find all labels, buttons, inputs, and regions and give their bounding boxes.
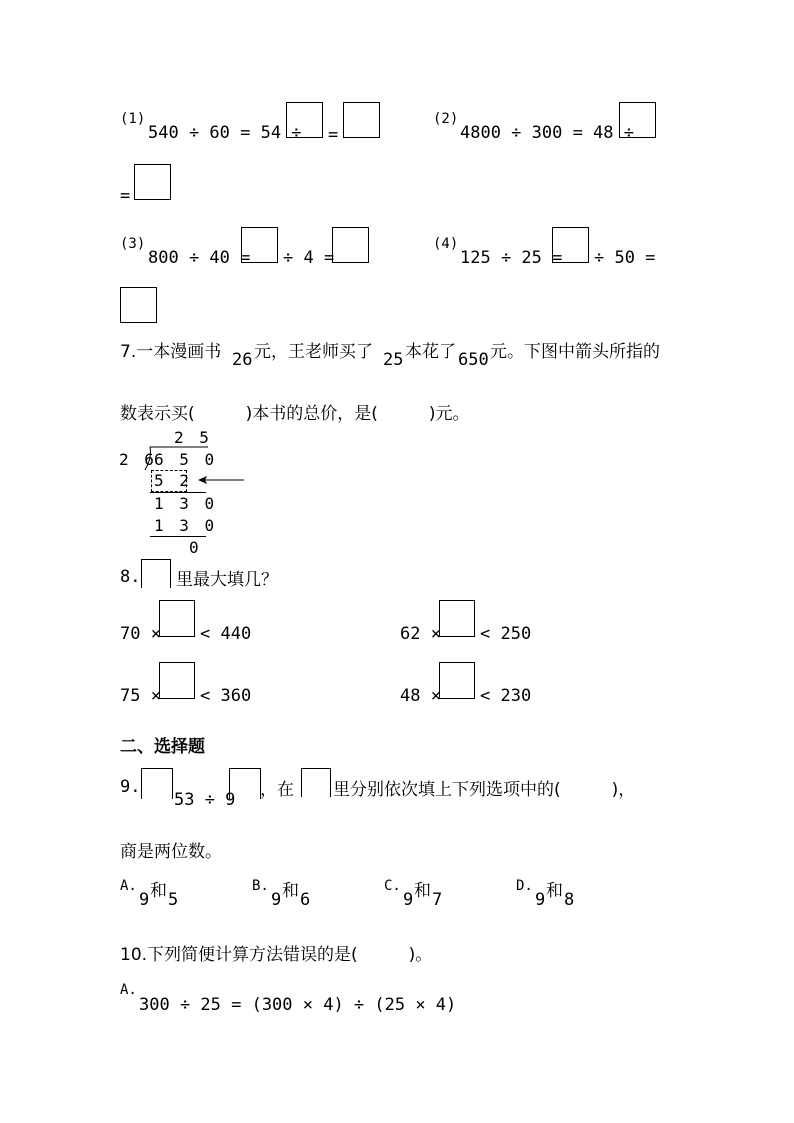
answer-box[interactable] — [229, 768, 261, 799]
q6-p4-mid: ÷ 50 = — [594, 248, 656, 268]
q8-item-left: 70 × — [120, 624, 161, 644]
q7-text-2: 元，王老师买了 — [254, 342, 373, 362]
answer-box-sample — [301, 768, 331, 797]
option-label: D. — [516, 878, 533, 894]
answer-box[interactable] — [159, 600, 195, 637]
division-quotient: 2 5 — [174, 428, 212, 447]
option-value: 8 — [564, 890, 575, 910]
q8-item-left: 48 × — [400, 686, 441, 706]
q9-line-2: 商是两位数。 — [120, 842, 222, 862]
q6-p1-label: (1) — [120, 111, 146, 127]
answer-box[interactable] — [241, 227, 278, 263]
option-value: 9 — [271, 890, 282, 910]
q9-number: 9. — [120, 777, 141, 797]
q7-line-2: 数表示买( )本书的总价，是( )元。 — [120, 404, 470, 424]
q6-p2-label: (2) — [433, 111, 459, 127]
q10-title: 10.下列简便计算方法错误的是( )。 — [120, 945, 433, 965]
q7-num-650: 650 — [458, 350, 489, 370]
division-line — [150, 492, 206, 493]
option-expr: 300 ÷ 25 = (300 × 4) ÷ (25 × 4) — [139, 995, 457, 1015]
q6-p3-expr: 800 ÷ 40 = — [148, 248, 251, 268]
q8-item-left: 62 × — [400, 624, 441, 644]
q7-num-25: 25 — [383, 350, 404, 370]
answer-box[interactable] — [159, 662, 195, 699]
division-step-1: 5 2 — [154, 471, 192, 490]
q7-num-26: 26 — [232, 350, 253, 370]
answer-box[interactable] — [439, 600, 475, 637]
q6-p3-mid: ÷ 4 = — [283, 248, 335, 268]
answer-box[interactable] — [332, 227, 369, 263]
answer-box[interactable] — [343, 102, 380, 138]
option-label: A. — [120, 982, 137, 998]
option-label: A. — [120, 878, 137, 894]
option-text: 和 — [414, 881, 431, 901]
option-value: 5 — [168, 890, 179, 910]
division-line — [150, 536, 206, 537]
division-dividend: 6 5 0 — [154, 450, 218, 469]
q9-expr: 53 ÷ 9 — [174, 790, 236, 810]
division-divisor: 2 6 — [119, 450, 157, 469]
option-value: 7 — [432, 890, 443, 910]
q6-p3-label: (3) — [120, 236, 146, 252]
answer-box-sample — [141, 559, 171, 588]
answer-box[interactable] — [120, 287, 157, 323]
q8-title: 里最大填几？ — [176, 570, 278, 590]
option-text: 和 — [282, 881, 299, 901]
option-value: 9 — [535, 890, 546, 910]
q6-p2-eq: = — [120, 186, 131, 206]
answer-box[interactable] — [286, 102, 323, 138]
q8-item-right: < 250 — [480, 624, 532, 644]
option-label: B. — [252, 878, 269, 894]
division-step-3: 1 3 0 — [154, 516, 218, 535]
q6-p2-expr: 4800 ÷ 300 = 48 ÷ — [460, 123, 634, 143]
option-label: C. — [384, 878, 401, 894]
q9-text-1: ，在 — [260, 780, 294, 800]
q6-p4-label: (4) — [433, 236, 459, 252]
q9-text-2: 里分别依次填上下列选项中的( )， — [333, 780, 636, 800]
option-value: 9 — [139, 890, 150, 910]
q7-text-4: 元。下图中箭头所指的 — [490, 342, 660, 362]
q8-item-right: < 230 — [480, 686, 532, 706]
arrow-left-icon — [198, 473, 246, 487]
division-remainder: 0 — [189, 538, 202, 557]
q7-text-1: 7.一本漫画书 — [120, 342, 222, 362]
answer-box[interactable] — [552, 227, 589, 263]
q8-number: 8. — [120, 567, 141, 587]
answer-box[interactable] — [439, 662, 475, 699]
option-value: 9 — [403, 890, 414, 910]
option-text: 和 — [150, 881, 167, 901]
q8-item-right: < 440 — [200, 624, 252, 644]
division-step-2: 1 3 0 — [154, 494, 218, 513]
answer-box[interactable] — [619, 102, 656, 138]
q6-p4-expr: 125 ÷ 25 = — [460, 248, 563, 268]
q8-item-left: 75 × — [120, 686, 161, 706]
answer-box[interactable] — [141, 768, 173, 799]
q6-p1-expr: 540 ÷ 60 = 54 ÷ — [148, 123, 302, 143]
option-value: 6 — [300, 890, 311, 910]
q8-item-right: < 360 — [200, 686, 252, 706]
q7-text-3: 本花了 — [405, 342, 456, 362]
answer-box[interactable] — [134, 164, 171, 200]
q6-p1-eq: = — [328, 125, 339, 145]
section-heading: 二、选择题 — [120, 737, 205, 757]
option-text: 和 — [546, 881, 563, 901]
